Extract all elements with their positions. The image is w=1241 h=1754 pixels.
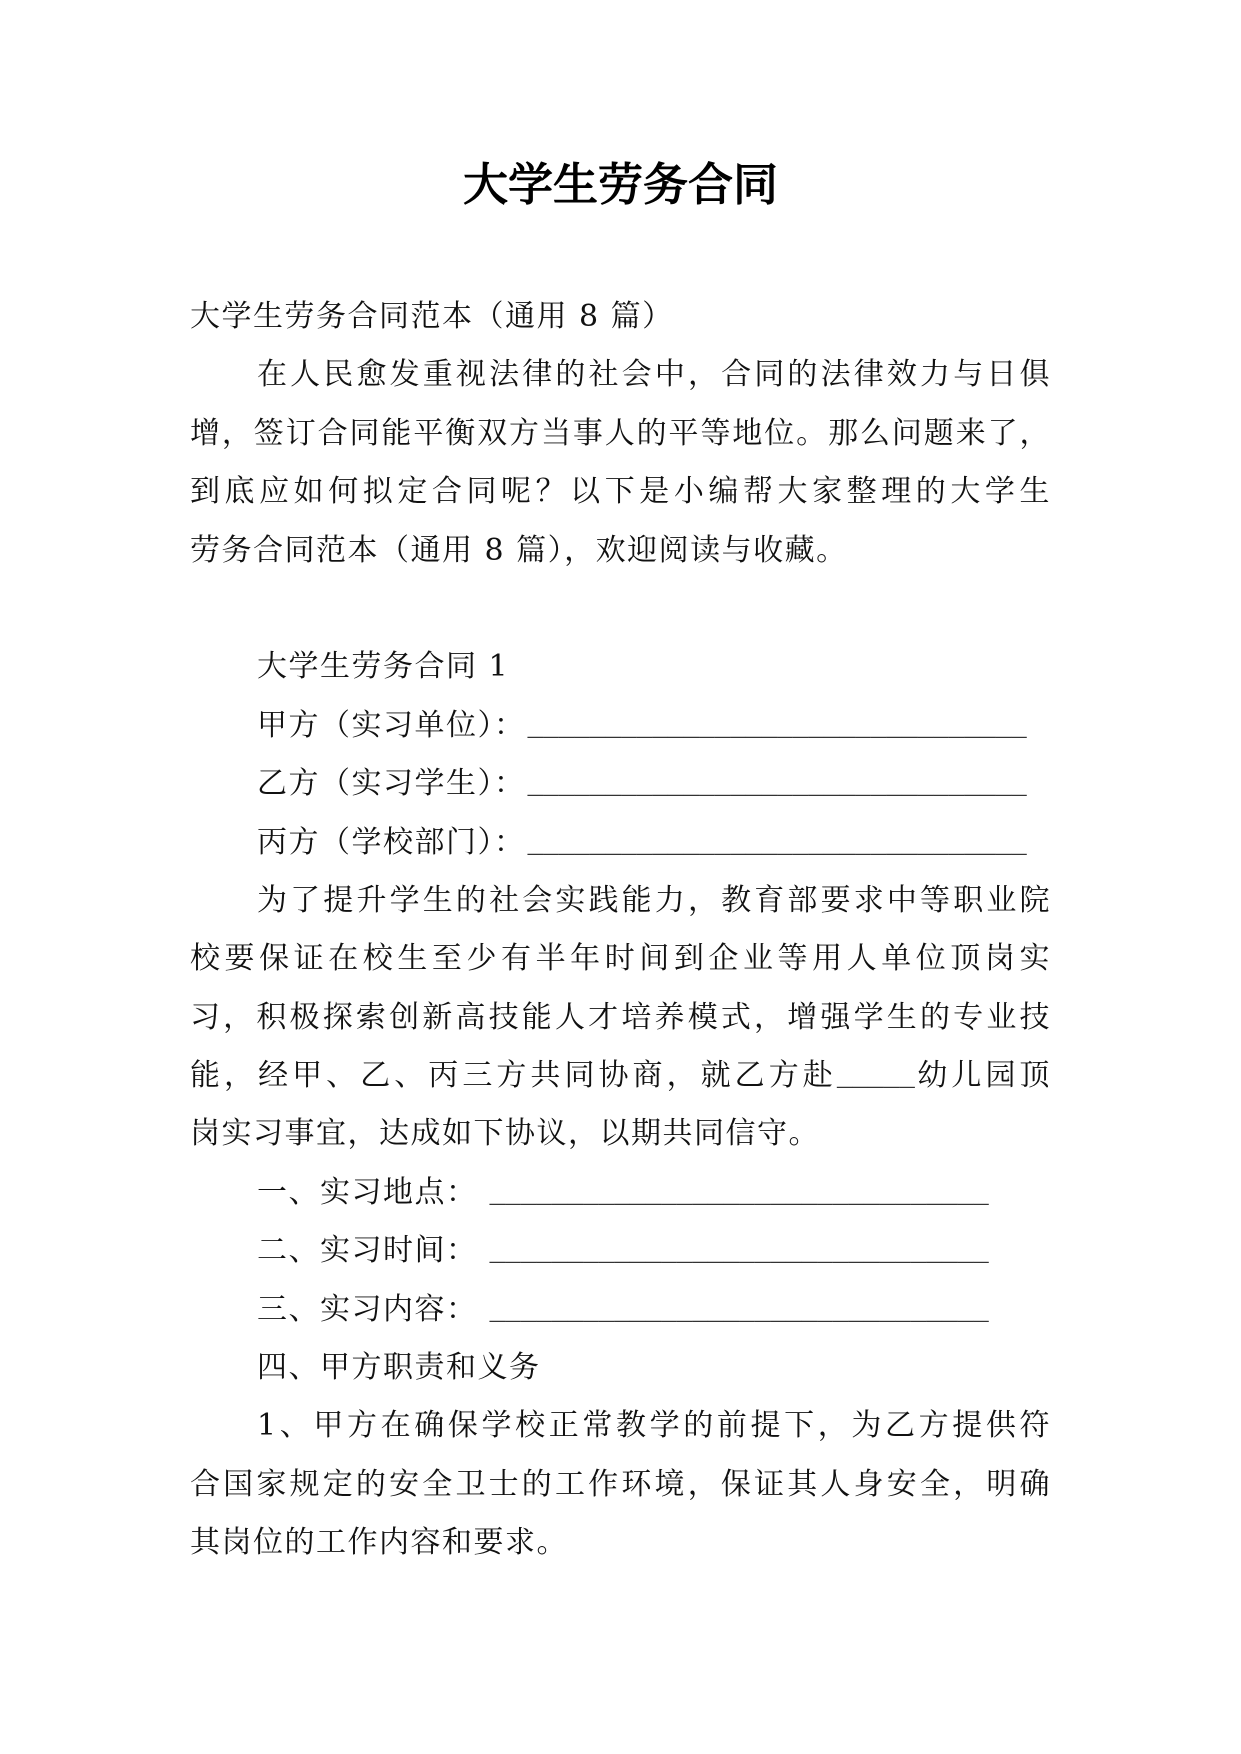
fill-in-blank: ________________________________: [489, 1296, 989, 1327]
intro-line: 到底应如何拟定合同呢？以下是小编帮大家整理的大学生: [190, 474, 1051, 510]
item-label: 三、实习内容：: [257, 1291, 478, 1327]
document-body: [190, 288, 1051, 1573]
party-line-b: [190, 755, 1051, 813]
item-internship-time: [190, 1222, 1051, 1280]
item-label: 一、实习地点：: [257, 1174, 478, 1210]
item-internship-location: [190, 1164, 1051, 1222]
preamble-text-after: 幼儿园顶: [914, 1058, 1051, 1094]
party-label: 乙方（实习学生）：: [257, 766, 526, 802]
preamble-line: 习，积极探索创新高技能人才培养模式，增强学生的专业技: [190, 999, 1051, 1035]
intro-line: 劳务合同范本（通用 8 篇），欢迎阅读与收藏。: [190, 532, 848, 568]
fill-in-blank: _____: [836, 1063, 915, 1094]
preamble-line: 校要保证在校生至少有半年时间到企业等用人单位顶岗实: [190, 941, 1051, 977]
clause-line: 其岗位的工作内容和要求。: [190, 1525, 568, 1561]
items-list: [190, 1164, 1051, 1339]
preamble-line-with-blank: [190, 1047, 1051, 1105]
clause-line: 合国家规定的安全卫士的工作环境，保证其人身安全，明确: [190, 1466, 1051, 1502]
document-subtitle: 大学生劳务合同范本（通用 8 篇）: [190, 299, 674, 334]
party-label: 丙方（学校部门）：: [257, 824, 526, 860]
clause-paragraph: [190, 1397, 1051, 1572]
intro-paragraph: [190, 346, 1051, 580]
fill-in-blank: ________________________________: [527, 712, 1027, 743]
paragraph-gap: [190, 580, 1051, 638]
party-line-a: [190, 697, 1051, 755]
preamble-line: 为了提升学生的社会实践能力，教育部要求中等职业院: [257, 882, 1051, 918]
contract-heading: 大学生劳务合同 1: [257, 649, 510, 685]
preamble-text-before: 能，经甲、乙、丙三方共同协商，就乙方赴: [190, 1058, 837, 1094]
intro-line: 在人民愈发重视法律的社会中，合同的法律效力与日俱: [257, 357, 1051, 393]
intro-line: 增，签订合同能平衡双方当事人的平等地位。那么问题来了，: [190, 415, 1051, 451]
item-label: 二、实习时间：: [257, 1233, 478, 1269]
party-line-c: [190, 814, 1051, 872]
party-label: 甲方（实习单位）：: [257, 707, 526, 743]
section-heading: 四、甲方职责和义务: [257, 1350, 541, 1386]
item-internship-content: [190, 1281, 1051, 1339]
clause-line: 1、甲方在确保学校正常教学的前提下，为乙方提供符: [257, 1408, 1051, 1444]
fill-in-blank: ________________________________: [489, 1238, 989, 1269]
fill-in-blank: ________________________________: [489, 1179, 989, 1210]
fill-in-blank: ________________________________: [527, 829, 1027, 860]
fill-in-blank: ________________________________: [527, 771, 1027, 802]
document-title: 大学生劳务合同: [462, 158, 778, 211]
parties-list: [190, 697, 1051, 872]
preamble-paragraph: [190, 872, 1051, 1164]
preamble-line: 岗实习事宜，达成如下协议，以期共同信守。: [190, 1116, 820, 1152]
